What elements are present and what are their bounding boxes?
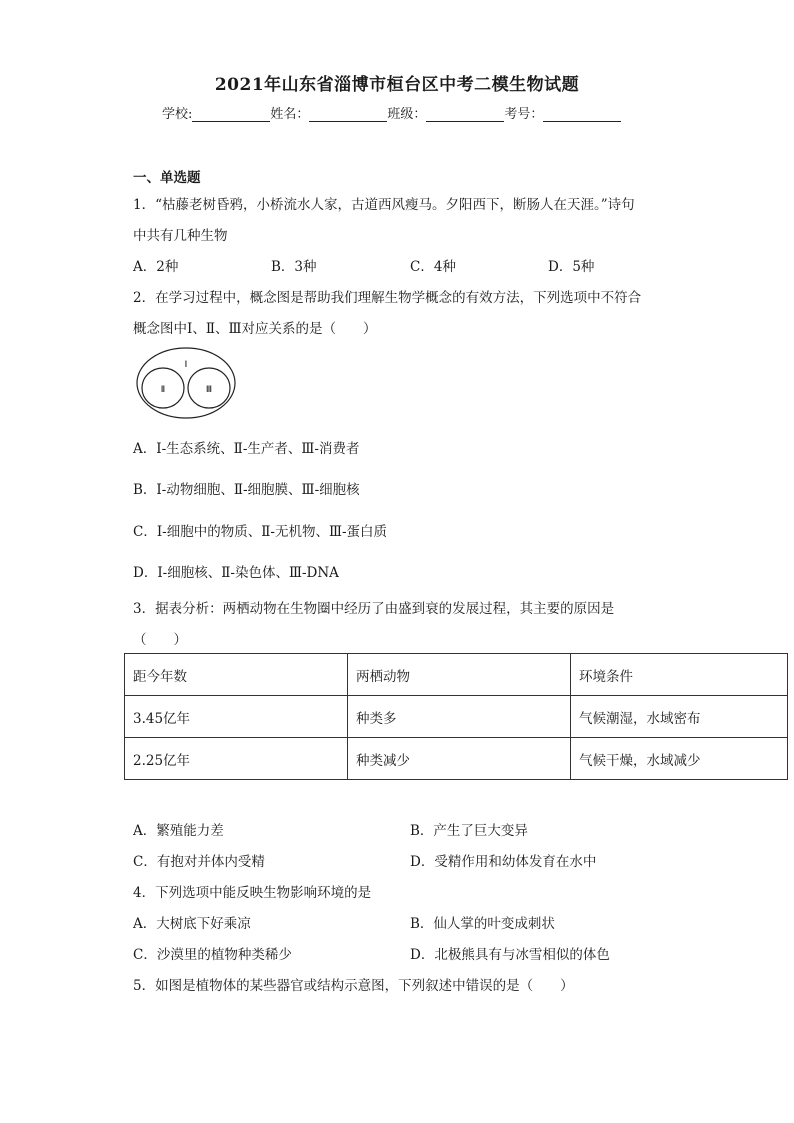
table-row (125, 696, 788, 738)
q3-option-d[interactable]: D．受精作用和幼体发育在水中 (410, 854, 597, 870)
q1-option-d[interactable]: D．5种 (548, 259, 595, 275)
q1-stem-line2: 中共有几种生物 (133, 228, 228, 244)
table-row (125, 738, 788, 780)
table-cell: 种类多 (348, 696, 571, 738)
q2-stem-line1: 2．在学习过程中，概念图是帮助我们理解生物学概念的有效方法，下列选项中不符合 (133, 290, 642, 306)
q2-option-d[interactable]: D．Ⅰ-细胞核、Ⅱ-染色体、Ⅲ-DNA (133, 565, 339, 581)
q3-stem-line1: 3．据表分析：两栖动物在生物圈中经历了由盛到衰的发展过程，其主要的原因是 (133, 601, 615, 617)
table-header-cell: 环境条件 (571, 654, 788, 696)
diagram-label-ii: Ⅱ (160, 384, 166, 394)
class-label: 班级： (387, 107, 427, 122)
q4-option-a[interactable]: A．大树底下好乘凉 (133, 916, 251, 932)
table-header-cell: 两栖动物 (348, 654, 571, 696)
q1-option-b[interactable]: B．3种 (271, 259, 317, 275)
q2-option-a[interactable]: A．Ⅰ-生态系统、Ⅱ-生产者、Ⅲ-消费者 (133, 441, 360, 457)
q4-stem: 4．下列选项中能反映生物影响环境的是 (133, 885, 372, 901)
table-cell: 3.45亿年 (125, 696, 348, 738)
school-label: 学校: (162, 107, 193, 122)
q5-stem: 5．如图是植物体的某些器官或结构示意图，下列叙述中错误的是（ ） (133, 978, 574, 994)
q4-option-d[interactable]: D．北极熊具有与冰雪相似的体色 (410, 947, 610, 963)
section-heading: 一、单选题 (133, 170, 201, 186)
q1-option-c[interactable]: C．4种 (410, 259, 456, 275)
diagram-label-i: Ⅰ (184, 359, 188, 369)
q2-option-b[interactable]: B．Ⅰ-动物细胞、Ⅱ-细胞膜、Ⅲ-细胞核 (133, 482, 360, 498)
q3-option-a[interactable]: A．繁殖能力差 (133, 823, 224, 839)
table-cell: 气候潮湿，水域密布 (571, 696, 788, 738)
table-cell: 气候干燥，水域减少 (571, 738, 788, 780)
q1-stem-line1: 1．“枯藤老树昏鸦，小桥流水人家，古道西风瘦马。夕阳西下，断肠人在天涯。”诗句 (133, 197, 635, 213)
q3-option-b[interactable]: B．产生了巨大变异 (410, 823, 528, 839)
q2-stem-line2: 概念图中Ⅰ、Ⅱ、Ⅲ对应关系的是（ ） (133, 321, 377, 337)
table-cell: 种类减少 (348, 738, 571, 780)
q3-stem-line2: （ ） (133, 632, 187, 648)
class-blank[interactable] (426, 107, 504, 122)
name-blank[interactable] (309, 107, 387, 122)
table-header-cell: 距今年数 (125, 654, 348, 696)
q3-data-table (124, 653, 788, 780)
name-label: 姓名： (270, 107, 310, 122)
number-blank[interactable] (543, 107, 621, 122)
q4-option-b[interactable]: B．仙人掌的叶变成刺状 (410, 916, 555, 932)
diagram-label-iii: Ⅲ (205, 384, 213, 394)
table-header-row (125, 654, 788, 696)
q3-option-c[interactable]: C．有抱对并体内受精 (133, 854, 265, 870)
page-title: 2021年山东省淄博市桓台区中考二模生物试题 (214, 75, 580, 95)
concept-diagram (135, 345, 239, 421)
school-blank[interactable] (192, 107, 270, 122)
q1-option-a[interactable]: A．2种 (133, 259, 179, 275)
student-info-row (162, 103, 621, 122)
q2-option-c[interactable]: C．Ⅰ-细胞中的物质、Ⅱ-无机物、Ⅲ-蛋白质 (133, 524, 388, 540)
number-label: 考号： (504, 107, 544, 122)
q4-option-c[interactable]: C．沙漠里的植物种类稀少 (133, 947, 292, 963)
table-cell: 2.25亿年 (125, 738, 348, 780)
